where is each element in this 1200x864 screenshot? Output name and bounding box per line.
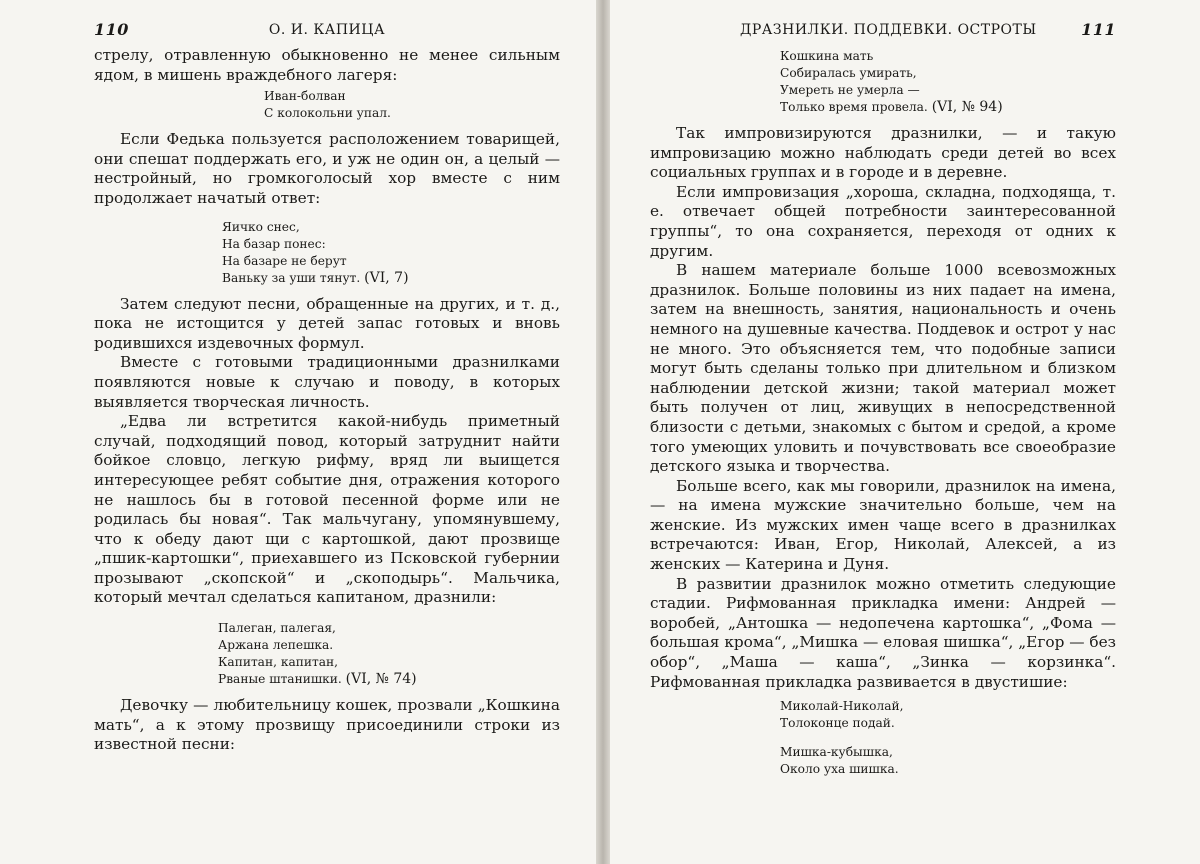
paragraph: Девочку — любительницу кошек, прозвали „Кошкина мать“, а к этому прозвищу присоединили строки из известной песни:	[94, 696, 560, 754]
verse-block	[94, 219, 560, 287]
verse-line-text: Рваные штанишки.	[218, 672, 342, 687]
page-number: 110	[94, 20, 129, 39]
verse-line: Мишка-кубышка,	[780, 745, 893, 760]
right-page-header	[650, 20, 1116, 46]
running-head: ДРАЗНИЛКИ. ПОДДЕВКИ. ОСТРОТЫ	[740, 22, 1037, 38]
verse-block	[650, 698, 1116, 732]
source-reference: (VI, № 74)	[345, 671, 417, 688]
verse-line: С колокольни упал.	[264, 106, 391, 121]
paragraph: Больше всего, как мы говорили, дразнилок на имена, — на имена мужские значительно больше, чем на женские. Из мужских имен чаще всего в дразнилках встречаются: Иван, Егор, Николай, Алексей, а из женских — Катерина и Дуня.	[650, 476, 1116, 574]
verse-line: Миколай-Николай,	[780, 699, 904, 714]
verse-line-text: Ваньку за уши тянут.	[222, 270, 361, 285]
paragraph: „Едва ли встретится какой-нибудь приметный случай, подходящий повод, который затруднит найти бойкое словцо, легкую рифму, вряд ли выищется интересующее ребят событие дня, отражения которого не нашлось бы в готовой песенной форме или не родилась бы новая“. Так мальчугану, упомянувшему, что к обеду дают щи с картошкой, дают прозвище „пшик-картошки“, приехавшего из Псковской губернии прозывают „скопской“ и „скоподырь“. Мальчика, который мечтал сделаться капитаном, дразнили:	[94, 412, 560, 607]
verse-line: Яичко снес,	[222, 219, 300, 234]
verse-line	[780, 99, 1116, 116]
left-page-body	[94, 46, 560, 755]
source-reference: (VI, № 94)	[931, 99, 1003, 115]
paragraph: Если Федька пользуется расположением товарищей, они спешат поддержать его, и уж не один он, а целый — нестройный, но громкоголосый хор вместе с ним продолжает начатый ответ:	[94, 130, 560, 207]
verse-line: На базар понес:	[222, 236, 326, 251]
verse-line: Капитан, капитан,	[218, 655, 338, 670]
paragraph: стрелу, отравленную обыкновенно не менее сильным ядом, в мишень враждебного лагеря:	[94, 46, 560, 84]
left-page	[0, 0, 596, 864]
paragraph: Если импровизация „хороша, складна, подходяща, т. е. отвечает общей потребности заинтересованной группы“, то она сохраняется, переходя от одних к другим.	[650, 182, 1116, 260]
verse-line	[218, 671, 560, 688]
verse-line: Аржана лепешка.	[218, 638, 334, 653]
verse-line: Палеган, палегая,	[218, 621, 336, 636]
verse-block	[94, 620, 560, 688]
verse-line: Толоконце подай.	[780, 716, 895, 731]
paragraph: В развитии дразнилок можно отметить следующие стадии. Рифмованная прикладка имени: Андрей — воробей, „Антошка — недопечена картошка“, „Фома — большая крома“, „Мишка — еловая шишка“, „Егор — без обор“, „Маша — каша“, „Зинка — корзинка“. Рифмованная прикладка развивается в двустишие:	[650, 574, 1116, 691]
running-head: О. И. КАПИЦА	[268, 22, 386, 38]
verse-line: Собиралась умирать,	[780, 66, 917, 80]
verse-line: Иван-болван	[264, 89, 346, 104]
verse-line	[222, 270, 560, 287]
verse-block	[650, 48, 1116, 116]
right-page-body	[650, 48, 1116, 778]
paragraph: Так импровизируются дразнилки, — и такую импровизацию можно наблюдать среди детей во всех социальных группах и в городе и в деревне.	[650, 124, 1116, 182]
verse-block	[650, 744, 1116, 778]
left-page-header	[94, 20, 560, 46]
paragraph: Вместе с готовыми традиционными дразнилками появляются новые к случаю и поводу, в которых выявляется творческая личность.	[94, 353, 560, 411]
book-gutter	[596, 0, 610, 864]
page-number: 111	[1081, 20, 1116, 39]
verse-line-text: Только время провела.	[780, 100, 928, 114]
verse-block	[94, 88, 560, 122]
verse-line: Кошкина мать	[780, 49, 874, 63]
paragraph: В нашем материале больше 1000 всевозможных дразнилок. Больше половины из них падает на имена, затем на внешность, занятия, национальность и очень немного на душевные качества. Поддевок и острот у нас не много. Это объясняется тем, что подобные записи могут быть сделаны только при длительном и близком наблюдении детской жизни; такой материал может быть получен от лиц, живущих в непосредственной близости с детьми, знакомых с бытом и средой, а кроме того умеющих уловить и почувствовать все своеобразие детского языка и творчества.	[650, 261, 1116, 476]
source-reference: (VI, 7)	[364, 269, 409, 286]
verse-line: На базаре не берут	[222, 253, 347, 268]
right-page	[610, 0, 1200, 864]
paragraph: Затем следуют песни, обращенные на других, и т. д., пока не истощится у детей запас готовых и вновь родившихся издевочных формул.	[94, 294, 560, 352]
verse-line: Около уха шишка.	[780, 762, 899, 777]
verse-line: Умереть не умерла —	[780, 83, 920, 97]
